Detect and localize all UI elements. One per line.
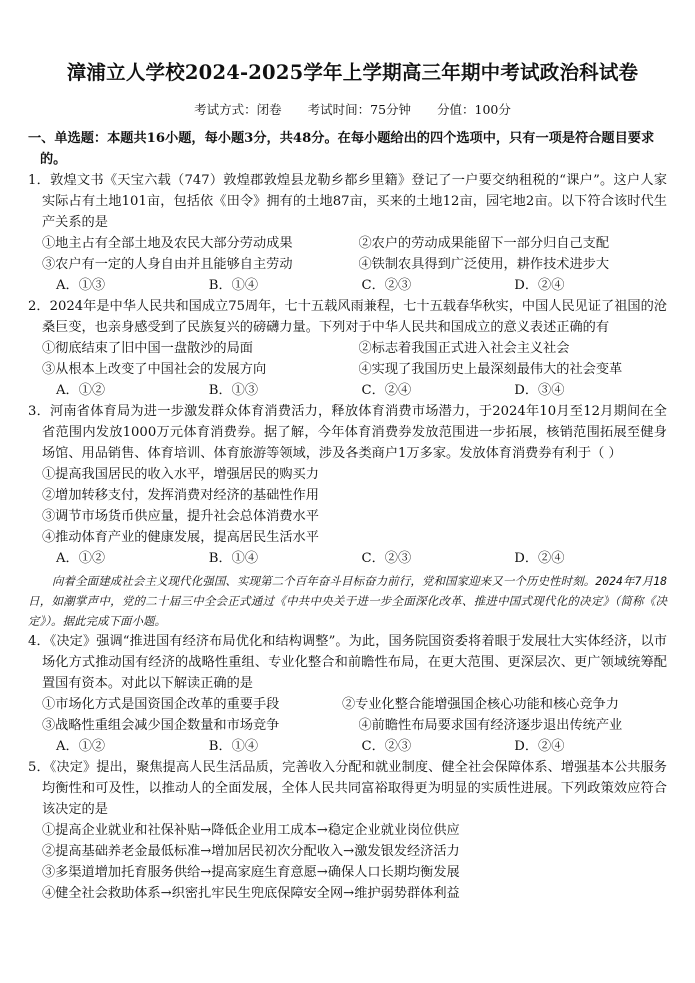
answer-choice: A．①② (56, 739, 106, 754)
statement-option: ②农户的劳动成果能留下一部分归自己支配 (358, 236, 610, 251)
statement-option: ③战略性重组会减少国企数量和市场竞争 (42, 718, 280, 733)
statement-options (28, 464, 667, 548)
statement-option: ①市场化方式是国资国企改革的重要手段 (42, 697, 280, 712)
answer-choice: D．②④ (514, 278, 565, 293)
statement-option: ③调节市场货币供应量，提升社会总体消费水平 (42, 509, 319, 524)
question-stem: 4．《决定》强调“推进国有经济布局优化和结构调整”。为此，国务院国资委将着眼于发展壮大实体经济，以市场化方式推动国有经济的战略性重组、专业化整合和前瞻性布局，在更大范围、更深层次、更广领域统筹配置国有资本。对此以下解读正确的是 (28, 634, 667, 691)
reading-material: 向着全面建成社会主义现代化强国、实现第二个百年奋斗目标奋力前行，党和国家迎来又一个历史性时刻。2024年7月18日，如潮掌声中，党的二十届三中全会正式通过《中共中央关于进一步全面深化改革、推进中国式现代化的决定》（简称《决定》）。据此完成下面小题。 (28, 574, 667, 628)
answer-choice: B．①④ (208, 551, 259, 566)
question-stem: 3．河南省体育局为进一步激发群众体育消费活力，释放体育消费市场潜力，于2024年10月至12月期间在全省范围内发放1000万元体育消费券。据了解，今年体育消费券发放范围进一步拓展，核销范围拓展至健身场馆、用品销售、体育培训、体育旅游等领域，涉及各类商户1万多家。发放体育消费券有利于（ ） (28, 404, 667, 461)
statement-option: ①彻底结束了旧中国一盘散沙的局面 (42, 341, 253, 356)
question-1 (28, 170, 667, 296)
answer-choices (28, 736, 667, 757)
question-3 (28, 401, 667, 569)
answer-choice: C．②④ (361, 383, 412, 398)
answer-choice: D．②④ (514, 739, 565, 754)
statement-option: ④前瞻性布局要求国有经济逐步退出传统产业 (358, 718, 623, 733)
answer-choice: C．②③ (361, 278, 412, 293)
statement-options (28, 715, 667, 736)
answer-choice: C．②③ (361, 551, 412, 566)
question-2 (28, 296, 667, 401)
question-5 (28, 757, 667, 904)
statement-option: ②专业化整合能增强国企核心功能和核心竞争力 (342, 697, 619, 712)
statement-option: ③从根本上改变了中国社会的发展方向 (42, 362, 267, 377)
question-stem: 5．《决定》提出，聚焦提高人民生活品质，完善收入分配和就业制度、健全社会保障体系、增强基本公共服务均衡性和可及性，以推动人的全面发展，全体人民共同富裕取得更为明显的实质性进展。下列政策效应符合该决定的是 (28, 760, 667, 817)
statement-options (28, 694, 667, 715)
exam-time: 考试时间：75分钟 (307, 102, 412, 117)
answer-choice: A．①② (56, 551, 106, 566)
answer-choice: B．①④ (208, 739, 259, 754)
answer-choices (28, 548, 667, 569)
statement-option: ④铁制农具得到广泛使用，耕作技术进步大 (358, 257, 610, 272)
statement-option: ④推动体育产业的健康发展，提高居民生活水平 (42, 530, 319, 545)
question-stem: 2．2024年是中华人民共和国成立75周年，七十五载风雨兼程，七十五载春华秋实，中国人民见证了祖国的沧桑巨变，也亲身感受到了民族复兴的磅礴力量。下列对于中华人民共和国成立的意义表述正确的有 (28, 299, 667, 335)
statement-options (28, 233, 667, 275)
statement-option: ③多渠道增加托育服务供给→提高家庭生育意愿→确保人口长期均衡发展 (42, 865, 460, 880)
answer-choice: D．③④ (514, 383, 565, 398)
statement-options (28, 338, 667, 380)
statement-option: ②标志着我国正式进入社会主义社会 (358, 341, 570, 356)
statement-option: ②增加转移支付，发挥消费对经济的基础性作用 (42, 488, 319, 503)
exam-title: 漳浦立人学校2024-2025学年上学期高三年期中考试政治科试卷 (66, 61, 639, 84)
section-heading: 一、单选题：本题共16小题，每小题3分，共48分。在每小题给出的四个选项中，只有一项是符合题目要求的。 (28, 131, 655, 167)
statement-option: ②提高基础养老金最低标准→增加居民初次分配收入→激发银发经济活力 (42, 844, 460, 859)
answer-choice: B．①④ (208, 278, 259, 293)
answer-choices (28, 380, 667, 401)
statement-option: ①地主占有全部土地及农民大部分劳动成果 (42, 236, 293, 251)
exam-method: 考试方式：闭卷 (194, 102, 282, 117)
answer-choice: C．②③ (361, 739, 412, 754)
statement-option: ④健全社会救助体系→织密扎牢民生兜底保障安全网→维护弱势群体利益 (42, 886, 460, 901)
exam-meta (38, 100, 667, 120)
answer-choice: D．②④ (514, 551, 565, 566)
answer-choice: A．①② (56, 383, 106, 398)
statement-option: ①提高企业就业和社保补贴→降低企业用工成本→稳定企业就业岗位供应 (42, 823, 460, 838)
question-4 (28, 631, 667, 757)
statement-options (28, 820, 667, 904)
answer-choices (28, 275, 667, 296)
exam-score: 分值：100分 (437, 102, 511, 117)
statement-option: ①提高我国居民的收入水平，增强居民的购买力 (42, 467, 319, 482)
statement-option: ④实现了我国历史上最深刻最伟大的社会变革 (358, 362, 623, 377)
answer-choice: A．①③ (56, 278, 106, 293)
question-stem: 1．敦煌文书《天宝六载（747）敦煌郡敦煌县龙勒乡都乡里籍》登记了一户要交纳租税的“课户”。这户人家实际占有土地101亩，包括依《田令》拥有的土地87亩，买来的土地12亩，园宅地2亩。以下符合该时代生产关系的是 (28, 173, 667, 230)
statement-option: ③农户有一定的人身自由并且能够自主劳动 (42, 257, 293, 272)
answer-choice: B．①③ (208, 383, 259, 398)
